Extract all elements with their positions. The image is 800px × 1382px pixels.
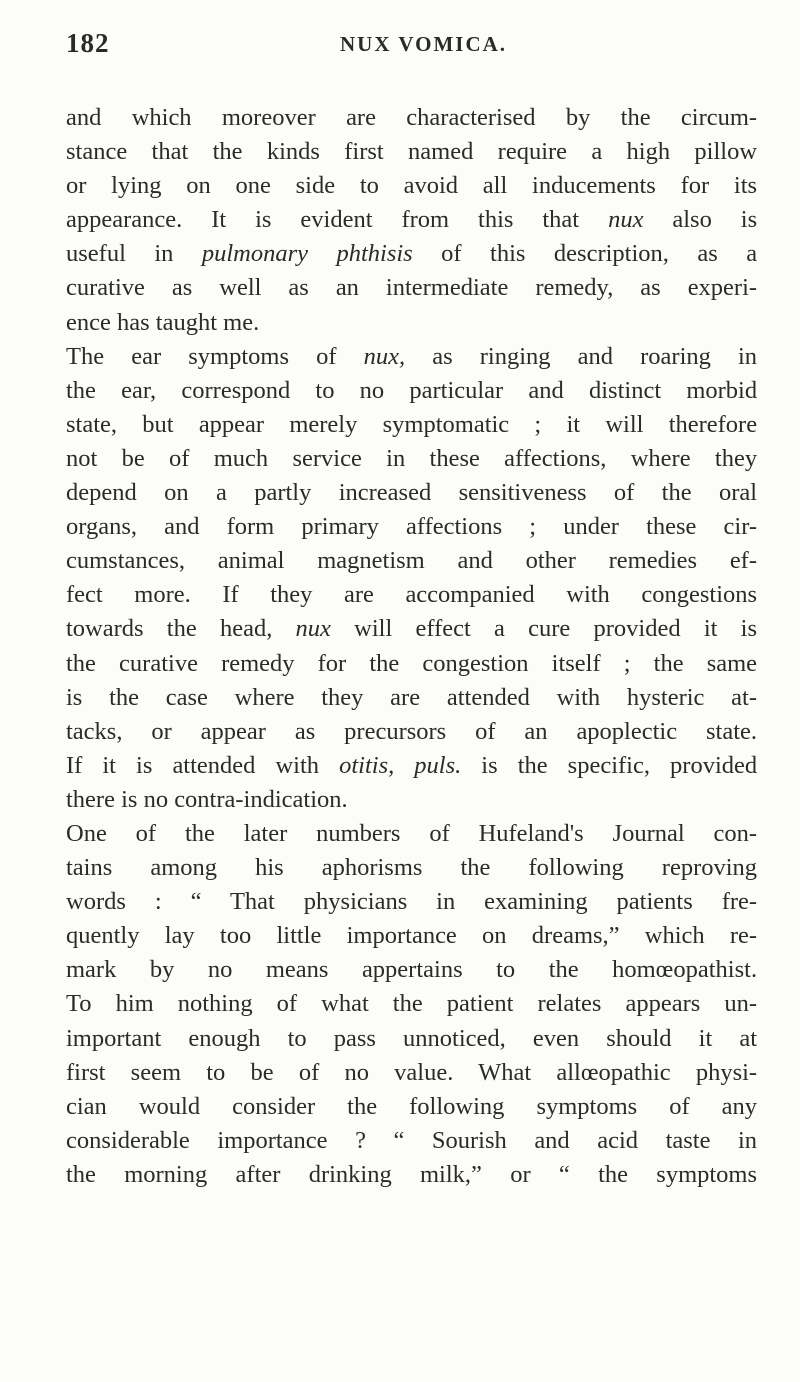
text-line: there is no contra-indication. [66, 785, 348, 813]
text-line: appearance. It is evident from this that nux also is [66, 206, 758, 234]
text-line: towards the head, nux will effect a cure provided it is [66, 615, 757, 643]
text-line: and which moreover are characterised by the circum- [66, 104, 758, 131]
text-line: depend on a partly increased sensitiveness of the oral [66, 479, 758, 507]
running-head [0, 28, 800, 68]
text-line: tains among his aphorisms the following reproving [66, 854, 758, 882]
running-title: NUX VOMICA. [340, 32, 508, 56]
text-line: not be of much service in these affections, where they [66, 444, 758, 472]
text-line: cumstances, animal magnetism and other remedies ef- [66, 547, 758, 575]
text-line: considerable importance ? “ Sourish and acid taste in [66, 1126, 758, 1154]
text-line: fect more. If they are accompanied with congestions [66, 581, 758, 609]
page-number: 182 [66, 28, 110, 58]
text-line: words : “ That physicians in examining patients fre- [66, 888, 758, 916]
text-line: the morning after drinking milk,” or “ the symptoms [66, 1160, 758, 1188]
text-line: first seem to be of no value. What allœopathic physi- [66, 1058, 758, 1086]
text-line: or lying on one side to avoid all inducements for its [66, 172, 758, 200]
text-line: stance that the kinds first named require a high pillow [66, 138, 758, 166]
text-line: tacks, or appear as precursors of an apoplectic state. [66, 717, 758, 745]
text-line: One of the later numbers of Hufeland's Journal con- [66, 819, 758, 847]
text-line: cian would consider the following symptoms of any [66, 1092, 758, 1120]
text-line: state, but appear merely symptomatic ; it will therefore [66, 410, 758, 438]
text-line: To him nothing of what the patient relates appears un- [66, 990, 758, 1018]
text-line: quently lay too little importance on dreams,” which re- [66, 922, 758, 950]
text-line: ence has taught me. [66, 308, 260, 336]
text-line: mark by no means appertains to the homœopathist. [66, 956, 758, 984]
text-line: The ear symptoms of nux, as ringing and roaring in [66, 342, 758, 370]
text-line: If it is attended with otitis, puls. is the specific, provided [66, 751, 758, 779]
text-line: important enough to pass unnoticed, even should it at [66, 1024, 758, 1052]
text-line: useful in pulmonary phthisis of this description, as a [66, 240, 758, 268]
text-line: is the case where they are attended with hysteric at- [66, 683, 757, 711]
text-line: curative as well as an intermediate remedy, as experi- [66, 274, 758, 302]
text-line: organs, and form primary affections ; under these cir- [66, 513, 758, 541]
text-line: the curative remedy for the congestion itself ; the same [66, 649, 758, 677]
text-line: the ear, correspond to no particular and distinct morbid [66, 376, 758, 404]
body-text [66, 101, 757, 1192]
